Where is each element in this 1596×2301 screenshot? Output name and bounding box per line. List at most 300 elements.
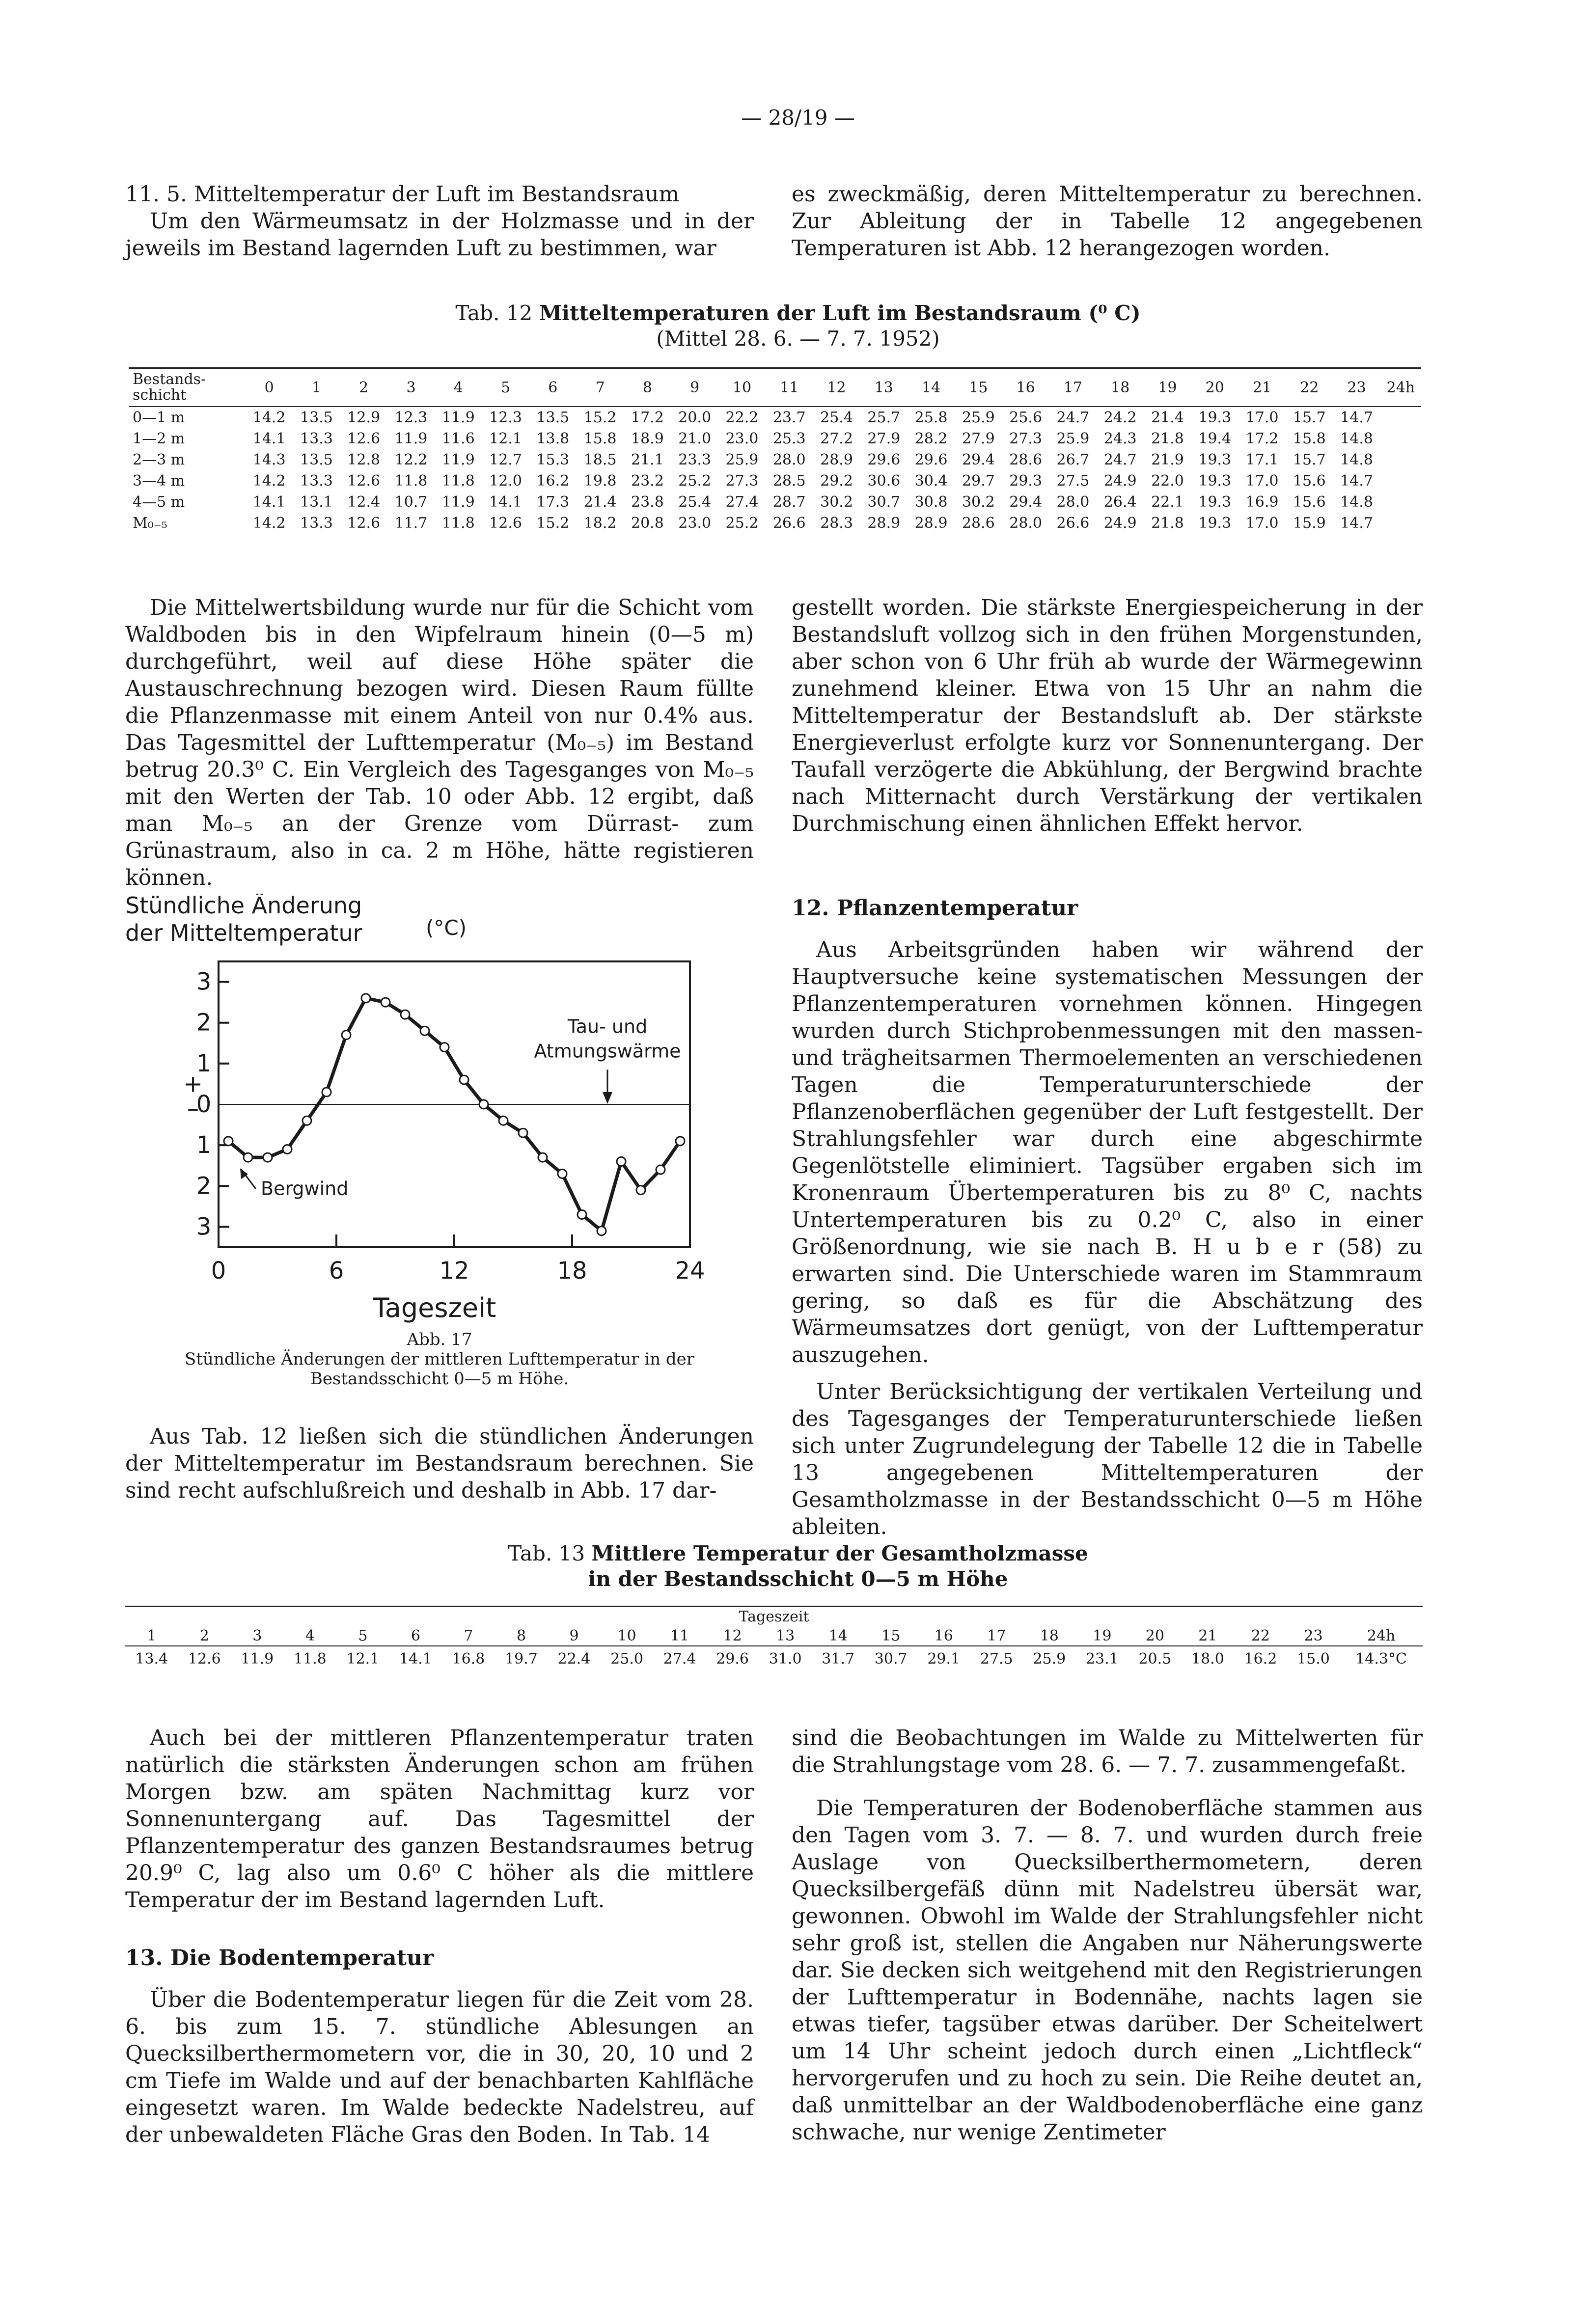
table-cell: 29.6 xyxy=(867,451,901,468)
table-cell: 11.6 xyxy=(441,430,475,447)
table-cell: 15.7 xyxy=(1293,409,1326,426)
table-cell: 13.5 xyxy=(300,451,333,468)
table-cell: 28.7 xyxy=(772,493,806,511)
hour-header-cell: 17 xyxy=(970,1626,1023,1646)
x-tick-label: 6 xyxy=(329,1257,344,1285)
table-cell: 15.8 xyxy=(583,430,617,447)
paragraph: Aus Arbeitsgründen haben wir während der Hauptversuche keine systematischen Messungen der Pflanzentemperaturen vornehmen können. Hingegen wurden durch Stichprobenmessungen mit den massen- und trägheitsarmen Thermoelementen an verschiedenen Tagen die Temperaturunterschiede der Pflanzenoberflächen gegenüber der Luft festgestellt. Der Strahlungsfehler war durch eine abgeschirmte Gegenlötstelle eliminiert. Tagsüber ergaben sich im Kronenraum Übertemperaturen bis zu 8⁰ C, nachts Untertemperaturen bis zu 0.2⁰ C, also in einer Größenordnung, wie sie nach B. H u b e r (58) zu erwarten sind. Die Unterschiede waren im Stammraum gering, so daß es für die Abschätzung des Wärmeumsatzes dort genügt, von der Lufttemperatur auszugehen. xyxy=(792,937,1423,1368)
table-cell: 12.4 xyxy=(347,493,381,511)
table-cell: 23.0 xyxy=(678,515,712,532)
paragraph-left-2 xyxy=(125,1423,754,1504)
data-point xyxy=(361,994,370,1003)
table-cell: 27.4 xyxy=(725,493,759,511)
table-row xyxy=(129,449,1421,470)
hour-header-cell: 4 xyxy=(284,1626,337,1646)
table-cell: 29.4 xyxy=(962,451,995,468)
paragraph: es zweckmäßig, deren Mitteltemperatur zu berechnen. Zur Ableitung der in Tabelle 12 angegebenen Temperaturen ist Abb. 12 herangezogen worden. xyxy=(792,182,1423,261)
table-cell: 28.2 xyxy=(914,430,948,447)
row-label: M₀₋₅ xyxy=(133,515,167,532)
table-cell: 25.2 xyxy=(725,515,759,532)
data-point xyxy=(342,1031,351,1040)
table-cell: 15.9 xyxy=(1293,515,1326,532)
table-cell: 13.4 xyxy=(135,1650,168,1668)
table-cell: 25.9 xyxy=(1033,1650,1066,1668)
table-cell: 27.5 xyxy=(980,1650,1013,1668)
hour-header-cell: 9 xyxy=(548,1626,601,1646)
table-cell: 31.7 xyxy=(822,1650,855,1668)
table-cell: 14.3 xyxy=(252,451,286,468)
table-cell: 30.2 xyxy=(820,493,853,511)
table-cell: 15.2 xyxy=(536,515,570,532)
table-cell: 28.9 xyxy=(820,451,853,468)
table-caption-title: Mitteltemperaturen der Luft im Bestandsraum (⁰ C) xyxy=(539,301,1141,325)
hour-header-cell: 23 xyxy=(1287,1626,1340,1646)
table-cell: 17.0 xyxy=(1245,409,1279,426)
section-heading-11-5: 11. 5. Mitteltemperatur der Luft im Bestandsraum xyxy=(125,182,680,207)
table-cell: 12.6 xyxy=(347,430,381,447)
table-cell: 16.2 xyxy=(1244,1650,1277,1668)
table-cell: 12.8 xyxy=(347,451,381,468)
hour-header-cell: 2 xyxy=(178,1626,231,1646)
table-cell: 24.9 xyxy=(1103,515,1137,532)
figure-17-chart xyxy=(125,894,754,1328)
paragraph-right-4 xyxy=(792,1795,1423,2146)
table-cell: 14.1 xyxy=(252,493,286,511)
table-cell: 15.3 xyxy=(536,451,570,468)
table-cell: 28.5 xyxy=(772,472,806,490)
table-cell: 19.3 xyxy=(1198,451,1232,468)
table-cell: 12.3 xyxy=(394,409,428,426)
table-cell: 26.7 xyxy=(1056,451,1090,468)
paragraph-left-1 xyxy=(125,594,754,891)
table-row xyxy=(129,492,1421,513)
section-heading-13: 13. Die Bodentemperatur xyxy=(125,1945,434,1971)
table-cell: 14.2 xyxy=(252,515,286,532)
table-cell: 20.0 xyxy=(678,409,712,426)
data-point xyxy=(381,998,390,1007)
table-cell: 19.3 xyxy=(1198,472,1232,490)
table-cell: 30.2 xyxy=(962,493,995,511)
table-cell: 19.3 xyxy=(1198,409,1232,426)
table-cell: 12.1 xyxy=(489,430,522,447)
table-cell: 12.6 xyxy=(347,472,381,490)
table-row xyxy=(129,470,1421,492)
x-axis-label: Tageszeit xyxy=(373,1292,496,1323)
hour-header-cell: 11 xyxy=(653,1626,706,1646)
table-cell: 29.1 xyxy=(927,1650,961,1668)
hour-header-cell: 12 xyxy=(813,368,860,407)
figure-caption-text: Stündliche Änderungen der mittleren Lufttemperatur in der Bestandsschicht 0—5 m Höhe. xyxy=(184,1349,695,1389)
table-cell: 26.6 xyxy=(772,515,806,532)
table-cell: 21.4 xyxy=(583,493,617,511)
table-cell: 25.2 xyxy=(678,472,712,490)
hour-header-cell: 7 xyxy=(442,1626,495,1646)
table-cell: 15.8 xyxy=(1293,430,1326,447)
hour-header-cell: 11 xyxy=(766,368,813,407)
hour-header-cell: 19 xyxy=(1144,368,1191,407)
table-cell: 23.7 xyxy=(772,409,806,426)
table-cell: 21.8 xyxy=(1151,515,1184,532)
table-cell: 12.7 xyxy=(489,451,522,468)
table-cell: 21.1 xyxy=(631,451,664,468)
hour-header-cell: 19 xyxy=(1076,1626,1129,1646)
paragraph: Auch bei der mittleren Pflanzentemperatur traten natürlich die stärksten Änderungen schon am frühen Morgen bzw. am späten Nachmittag kurz vor Sonnenuntergang auf. Das Tagesmittel der Pflanzentemperatur des ganzen Bestandsraumes betrug 20.9⁰ C, lag also um 0.6⁰ C höher als die mittlere Temperatur der im Bestand lagernden Luft. xyxy=(125,1726,754,1913)
table-cell: 16.8 xyxy=(452,1650,485,1668)
table-caption-title-1: Mittlere Temperatur der Gesamtholzmasse xyxy=(591,1541,1088,1565)
table-cell: 25.9 xyxy=(962,409,995,426)
data-point xyxy=(440,1043,449,1052)
hour-header-cell: 13 xyxy=(759,1626,812,1646)
data-point xyxy=(636,1186,645,1195)
table-cell: 11.9 xyxy=(441,451,475,468)
hour-header-cell: 24h xyxy=(1380,368,1421,407)
table-cell: 19.3 xyxy=(1198,493,1232,511)
table-cell: 30.4 xyxy=(914,472,948,490)
data-point xyxy=(263,1153,272,1162)
table-cell: 25.8 xyxy=(914,409,948,426)
table-cell: 13.5 xyxy=(536,409,570,426)
table-cell: 28.6 xyxy=(1009,451,1043,468)
hour-header-cell: 16 xyxy=(917,1626,970,1646)
hour-header-cell: 10 xyxy=(718,368,766,407)
table-cell: 12.1 xyxy=(346,1650,380,1668)
table-cell: 14.2 xyxy=(252,472,286,490)
y-minus-sign: – xyxy=(187,1095,199,1123)
table-row xyxy=(129,428,1421,449)
table-cell: 23.2 xyxy=(631,472,664,490)
table-cell: 28.6 xyxy=(962,515,995,532)
table-cell: 25.4 xyxy=(678,493,712,511)
table-cell: 25.7 xyxy=(867,409,901,426)
x-tick-label: 0 xyxy=(211,1257,226,1285)
page-number: — 28/19 — xyxy=(741,106,855,130)
table-cell: 19.8 xyxy=(583,472,617,490)
data-point xyxy=(401,1010,410,1019)
annotation-bergwind: Bergwind xyxy=(261,1178,349,1200)
table-12-caption xyxy=(0,301,1596,352)
table-13 xyxy=(125,1606,1423,1671)
x-tick-label: 18 xyxy=(557,1257,587,1285)
hour-header-cell: 12 xyxy=(706,1626,759,1646)
table-cell: 22.4 xyxy=(557,1650,591,1668)
data-point xyxy=(460,1075,468,1084)
y-tick-label-zero: 0 xyxy=(196,1091,212,1118)
table-cell: 26.6 xyxy=(1056,515,1090,532)
paragraph-right-3 xyxy=(792,1725,1423,1779)
data-point xyxy=(538,1153,547,1162)
hour-header-cell: 0 xyxy=(246,368,293,407)
hour-header-cell: 18 xyxy=(1023,1626,1076,1646)
table-row xyxy=(129,513,1421,534)
hour-header-cell: 5 xyxy=(336,1626,389,1646)
table-cell: 24.2 xyxy=(1103,409,1137,426)
hour-header-cell: 6 xyxy=(389,1626,442,1646)
data-point xyxy=(499,1116,508,1125)
table-cell: 30.7 xyxy=(874,1650,908,1668)
table-cell: 14.1 xyxy=(399,1650,432,1668)
table-cell: 22.0 xyxy=(1151,472,1184,490)
table-cell: 12.6 xyxy=(188,1650,221,1668)
data-point xyxy=(558,1169,567,1178)
table-cell: 11.9 xyxy=(441,409,475,426)
paragraph: Unter Berücksichtigung der vertikalen Verteilung und des Tagesganges der Temperaturunterschiede ließen sich unter Zugrundelegung der Tabelle 12 die in Tabelle 13 angegebenen Mitteltemperaturen der Gesamtholzmasse in der Bestandsschicht 0—5 m Höhe ableiten. xyxy=(792,1379,1423,1539)
table-cell: 15.6 xyxy=(1293,493,1326,511)
hour-header-cell: 8 xyxy=(624,368,671,407)
table-cell: 11.8 xyxy=(441,515,475,532)
tageszeit-header: Tageszeit xyxy=(125,1607,1423,1627)
table-cell: 29.4 xyxy=(1009,493,1043,511)
hour-header-cell: 2 xyxy=(340,368,387,407)
table-cell: 23.0 xyxy=(725,430,759,447)
table-caption-prefix: Tab. 13 xyxy=(508,1541,585,1565)
table-cell: 28.9 xyxy=(867,515,901,532)
hour-header-cell: 23 xyxy=(1333,368,1380,407)
y-tick-label: 3 xyxy=(196,1213,212,1241)
table-cell: 28.3 xyxy=(820,515,853,532)
table-cell: 15.2 xyxy=(583,409,617,426)
table-cell: 25.3 xyxy=(772,430,806,447)
table-cell: 18.5 xyxy=(583,451,617,468)
table-cell: 15.0 xyxy=(1297,1650,1330,1668)
table-cell: 27.3 xyxy=(1009,430,1043,447)
hour-header-cell: 24h xyxy=(1340,1626,1423,1646)
table-cell: 13.1 xyxy=(300,493,333,511)
table-cell: 25.9 xyxy=(1056,430,1090,447)
table-cell: 11.9 xyxy=(394,430,428,447)
hour-header-cell: 21 xyxy=(1182,1626,1235,1646)
hour-header-cell: 22 xyxy=(1286,368,1333,407)
hour-header-cell: 9 xyxy=(671,368,718,407)
table-cell: 17.0 xyxy=(1245,515,1279,532)
paragraph: Die Mittelwertsbildung wurde nur für die Schicht vom Waldboden bis in den Wipfelraum hinein (0—5 m) durchgeführt, weil auf diese Höhe später die Austauschrechnung bezogen wird. Diesen Raum füllte die Pflanzenmasse mit einem Anteil von nur 0.4% aus. Das Tagesmittel der Lufttemperatur (M₀₋₅) im Bestand betrug 20.3⁰ C. Ein Vergleich des Tagesganges von M₀₋₅ mit den Werten der Tab. 10 oder Abb. 12 ergibt, daß man M₀₋₅ an der Grenze vom Dürrast- zum Grünastraum, also in ca. 2 m Höhe, hätte registieren können. xyxy=(125,595,754,890)
table-cell: 14.1 xyxy=(252,430,286,447)
table-cell: 14.2 xyxy=(252,409,286,426)
table-cell: 21.9 xyxy=(1151,451,1184,468)
hour-header-cell: 21 xyxy=(1238,368,1286,407)
hour-header-cell: 1 xyxy=(293,368,340,407)
table-cell: 17.2 xyxy=(1245,430,1279,447)
section-13 xyxy=(125,1945,754,2148)
table-cell: 25.0 xyxy=(610,1650,643,1668)
table-cell: 30.6 xyxy=(867,472,901,490)
y-tick-label: 1 xyxy=(196,1049,212,1077)
table-cell: 15.7 xyxy=(1293,451,1326,468)
hour-header-cell: 15 xyxy=(955,368,1002,407)
table-caption-sub: (Mittel 28. 6. — 7. 7. 1952) xyxy=(656,327,940,351)
table-cell: 17.2 xyxy=(631,409,664,426)
table-cell: 16.2 xyxy=(536,472,570,490)
table-cell: 20.8 xyxy=(631,515,664,532)
paragraph: gestellt worden. Die stärkste Energiespeicherung in der Bestandsluft vollzog sich in den frühen Morgenstunden, aber schon von 6 Uhr früh ab wurde der Wärmegewinn zunehmend kleiner. Etwa von 15 Uhr an nahm die Mitteltemperatur der Bestandsluft ab. Der stärkste Energieverlust erfolgte kurz vor Sonnenuntergang. Der Taufall verzögerte die Abkühlung, der Bergwind brachte nach Mitternacht durch Verstärkung der vertikalen Durchmischung einen ähnlichen Effekt hervor. xyxy=(792,595,1423,836)
hour-header-cell: 14 xyxy=(812,1626,865,1646)
data-point xyxy=(617,1157,626,1166)
tau-arrowhead xyxy=(603,1092,612,1104)
table-cell: 17.0 xyxy=(1245,472,1279,490)
chart-title-line1: Stündliche Änderung xyxy=(125,894,362,919)
table-cell: 28.0 xyxy=(1056,493,1090,511)
table-cell: 29.2 xyxy=(820,472,853,490)
table-cell: 11.9 xyxy=(241,1650,274,1668)
data-point xyxy=(479,1100,488,1109)
table-cell: 10.7 xyxy=(394,493,428,511)
table-cell: 30.7 xyxy=(867,493,901,511)
annotation-tau-line2: Atmungswärme xyxy=(534,1040,681,1062)
table-cell: 14.8 xyxy=(1340,451,1373,468)
table-cell: 26.4 xyxy=(1103,493,1137,511)
table-cell: 20.5 xyxy=(1138,1650,1172,1668)
table-cell: 29.7 xyxy=(962,472,995,490)
table-cell: 24.9 xyxy=(1103,472,1137,490)
paragraph: Um den Wärmeumsatz in der Holzmasse und in der jeweils im Bestand lagernden Luft zu bestimmen, war xyxy=(125,209,754,261)
table-cell: 19.3 xyxy=(1198,515,1232,532)
table-cell: 25.6 xyxy=(1009,409,1043,426)
table-cell: 23.1 xyxy=(1085,1650,1119,1668)
hour-header-cell: 10 xyxy=(601,1626,654,1646)
table-cell: 23.8 xyxy=(631,493,664,511)
table-cell: 14.7 xyxy=(1340,409,1373,426)
hour-header-cell: 22 xyxy=(1234,1626,1287,1646)
table-cell: 11.8 xyxy=(394,472,428,490)
table-cell: 18.9 xyxy=(631,430,664,447)
table-cell: 14.7 xyxy=(1340,515,1373,532)
table-cell: 11.8 xyxy=(441,472,475,490)
figure-label: Abb. 17 xyxy=(407,1330,472,1349)
table-cell: 17.3 xyxy=(536,493,570,511)
table-cell: 27.4 xyxy=(663,1650,696,1668)
row-label: 4—5 m xyxy=(133,493,185,511)
chart-title-line2: der Mitteltemperatur xyxy=(125,920,362,946)
table-cell: 28.0 xyxy=(1009,515,1043,532)
table-cell: 14.7 xyxy=(1340,472,1373,490)
table-cell: 19.4 xyxy=(1198,430,1232,447)
table-cell: 13.3 xyxy=(300,472,333,490)
hour-header-cell: 15 xyxy=(864,1626,917,1646)
y-plus-sign: + xyxy=(183,1070,203,1098)
table-cell: 13.8 xyxy=(536,430,570,447)
paragraph-left-3 xyxy=(125,1725,754,1914)
table-cell: 11.8 xyxy=(293,1650,327,1668)
table-cell: 27.9 xyxy=(867,430,901,447)
x-tick-label: 24 xyxy=(675,1257,705,1285)
data-point xyxy=(322,1088,331,1096)
table-cell: 18.0 xyxy=(1191,1650,1224,1668)
data-point xyxy=(283,1145,292,1153)
table-cell: 22.2 xyxy=(725,409,759,426)
table-cell: 12.9 xyxy=(347,409,381,426)
hour-header-cell: 14 xyxy=(908,368,955,407)
table-row xyxy=(125,1646,1423,1671)
hour-header-cell: 4 xyxy=(435,368,482,407)
y-tick-label: 1 xyxy=(196,1131,212,1159)
section-11-5-right xyxy=(792,181,1423,262)
table-cell: 31.0 xyxy=(769,1650,802,1668)
hour-header-cell: 17 xyxy=(1049,368,1097,407)
table-cell: 23.3 xyxy=(678,451,712,468)
section-heading-12: 12. Pflanzentemperatur xyxy=(792,896,1078,921)
paragraph: sind die Beobachtungen im Walde zu Mittelwerten für die Strahlungstage vom 28. 6. — 7. 7. zusammengefaßt. xyxy=(792,1726,1423,1778)
data-point xyxy=(224,1137,233,1146)
table-cell: 28.0 xyxy=(772,451,806,468)
table-caption-prefix: Tab. 12 xyxy=(455,301,533,325)
hour-header-cell: 18 xyxy=(1097,368,1144,407)
hour-header-cell: 5 xyxy=(482,368,529,407)
paragraph-right-1 xyxy=(792,594,1423,837)
table-cell: 13.5 xyxy=(300,409,333,426)
row-label: 3—4 m xyxy=(133,472,185,490)
table-cell: 24.3 xyxy=(1103,430,1137,447)
hour-header-cell: 13 xyxy=(860,368,908,407)
paragraph: Aus Tab. 12 ließen sich die stündlichen Änderungen der Mitteltemperatur im Bestandsraum berechnen. Sie sind recht aufschlußreich und deshalb in Abb. 17 dar- xyxy=(125,1424,754,1503)
hour-header-cell: 7 xyxy=(577,368,624,407)
chart-svg xyxy=(125,894,754,1326)
data-point xyxy=(656,1165,665,1174)
hour-header-cell: 3 xyxy=(387,368,435,407)
table-cell: 25.9 xyxy=(725,451,759,468)
table-cell: 12.3 xyxy=(489,409,522,426)
hour-header-cell: 20 xyxy=(1128,1626,1182,1646)
table-cell: 16.9 xyxy=(1245,493,1279,511)
table-cell: 25.4 xyxy=(820,409,853,426)
table-cell: 12.6 xyxy=(489,515,522,532)
row-label: 2—3 m xyxy=(133,451,185,468)
table-cell: 29.6 xyxy=(716,1650,749,1668)
table-cell: 27.5 xyxy=(1056,472,1090,490)
table-cell: 24.7 xyxy=(1056,409,1090,426)
table-caption-title-2: in der Bestandsschicht 0—5 m Höhe xyxy=(588,1567,1008,1591)
table-cell: 29.3 xyxy=(1009,472,1043,490)
x-tick-label: 12 xyxy=(439,1257,469,1285)
table-cell: 19.7 xyxy=(505,1650,538,1668)
table-cell: 30.8 xyxy=(914,493,948,511)
table-cell: 14.8 xyxy=(1340,493,1373,511)
data-point xyxy=(420,1026,429,1035)
hour-header-cell: 16 xyxy=(1002,368,1049,407)
data-point xyxy=(244,1153,252,1162)
paragraph: Die Temperaturen der Bodenoberfläche stammen aus den Tagen vom 3. 7. — 8. 7. und wurden durch freie Auslage von Quecksilberthermometern, deren Quecksilbergefäß dünn mit Nadelstreu übersät war, gewonnen. Obwohl im Walde der Strahlungsfehler nicht sehr groß ist, stellen die Angaben nur Näherungswerte dar. Sie decken sich weitgehend mit den Registrierungen der Lufttemperatur in Bodennähe, nachts lagen sie etwas tiefer, tagsüber etwas darüber. Der Scheitelwert um 14 Uhr scheint jedoch durch einen „Lichtfleck“ hervorgerufen und zu hoch zu sein. Die Reihe deutet an, daß unmittelbar an der Waldbodenoberfläche eine ganz schwache, nur wenige Zentimeter xyxy=(792,1796,1423,2145)
data-point xyxy=(578,1210,586,1219)
row-label: 0—1 m xyxy=(133,409,185,426)
hour-header-cell: 6 xyxy=(529,368,577,407)
data-point xyxy=(597,1227,606,1235)
row-header-cell: Bestands-schicht xyxy=(129,368,246,407)
table-cell: 22.1 xyxy=(1151,493,1184,511)
data-point xyxy=(676,1137,685,1146)
table-13-caption xyxy=(0,1541,1596,1592)
figure-17-caption xyxy=(125,1330,754,1389)
table-row xyxy=(129,407,1421,428)
table-cell: 11.7 xyxy=(394,515,428,532)
table-cell: 13.3 xyxy=(300,515,333,532)
table-cell: 12.2 xyxy=(394,451,428,468)
table-cell: 24.7 xyxy=(1103,451,1137,468)
table-header-row xyxy=(125,1626,1423,1646)
table-cell: 29.6 xyxy=(914,451,948,468)
section-11-5-left xyxy=(125,181,754,262)
table-cell: 28.9 xyxy=(914,515,948,532)
table-cell: 12.6 xyxy=(347,515,381,532)
y-tick-label: 2 xyxy=(196,1172,212,1200)
table-cell: 11.9 xyxy=(441,493,475,511)
table-cell: 21.8 xyxy=(1151,430,1184,447)
table-cell: 21.4 xyxy=(1151,409,1184,426)
table-cell: 18.2 xyxy=(583,515,617,532)
table-cell: 14.3°C xyxy=(1355,1650,1407,1668)
table-tageszeit-row xyxy=(125,1607,1423,1627)
data-point xyxy=(303,1116,311,1125)
table-cell: 27.9 xyxy=(962,430,995,447)
hour-header-cell: 8 xyxy=(495,1626,548,1646)
table-cell: 15.6 xyxy=(1293,472,1326,490)
